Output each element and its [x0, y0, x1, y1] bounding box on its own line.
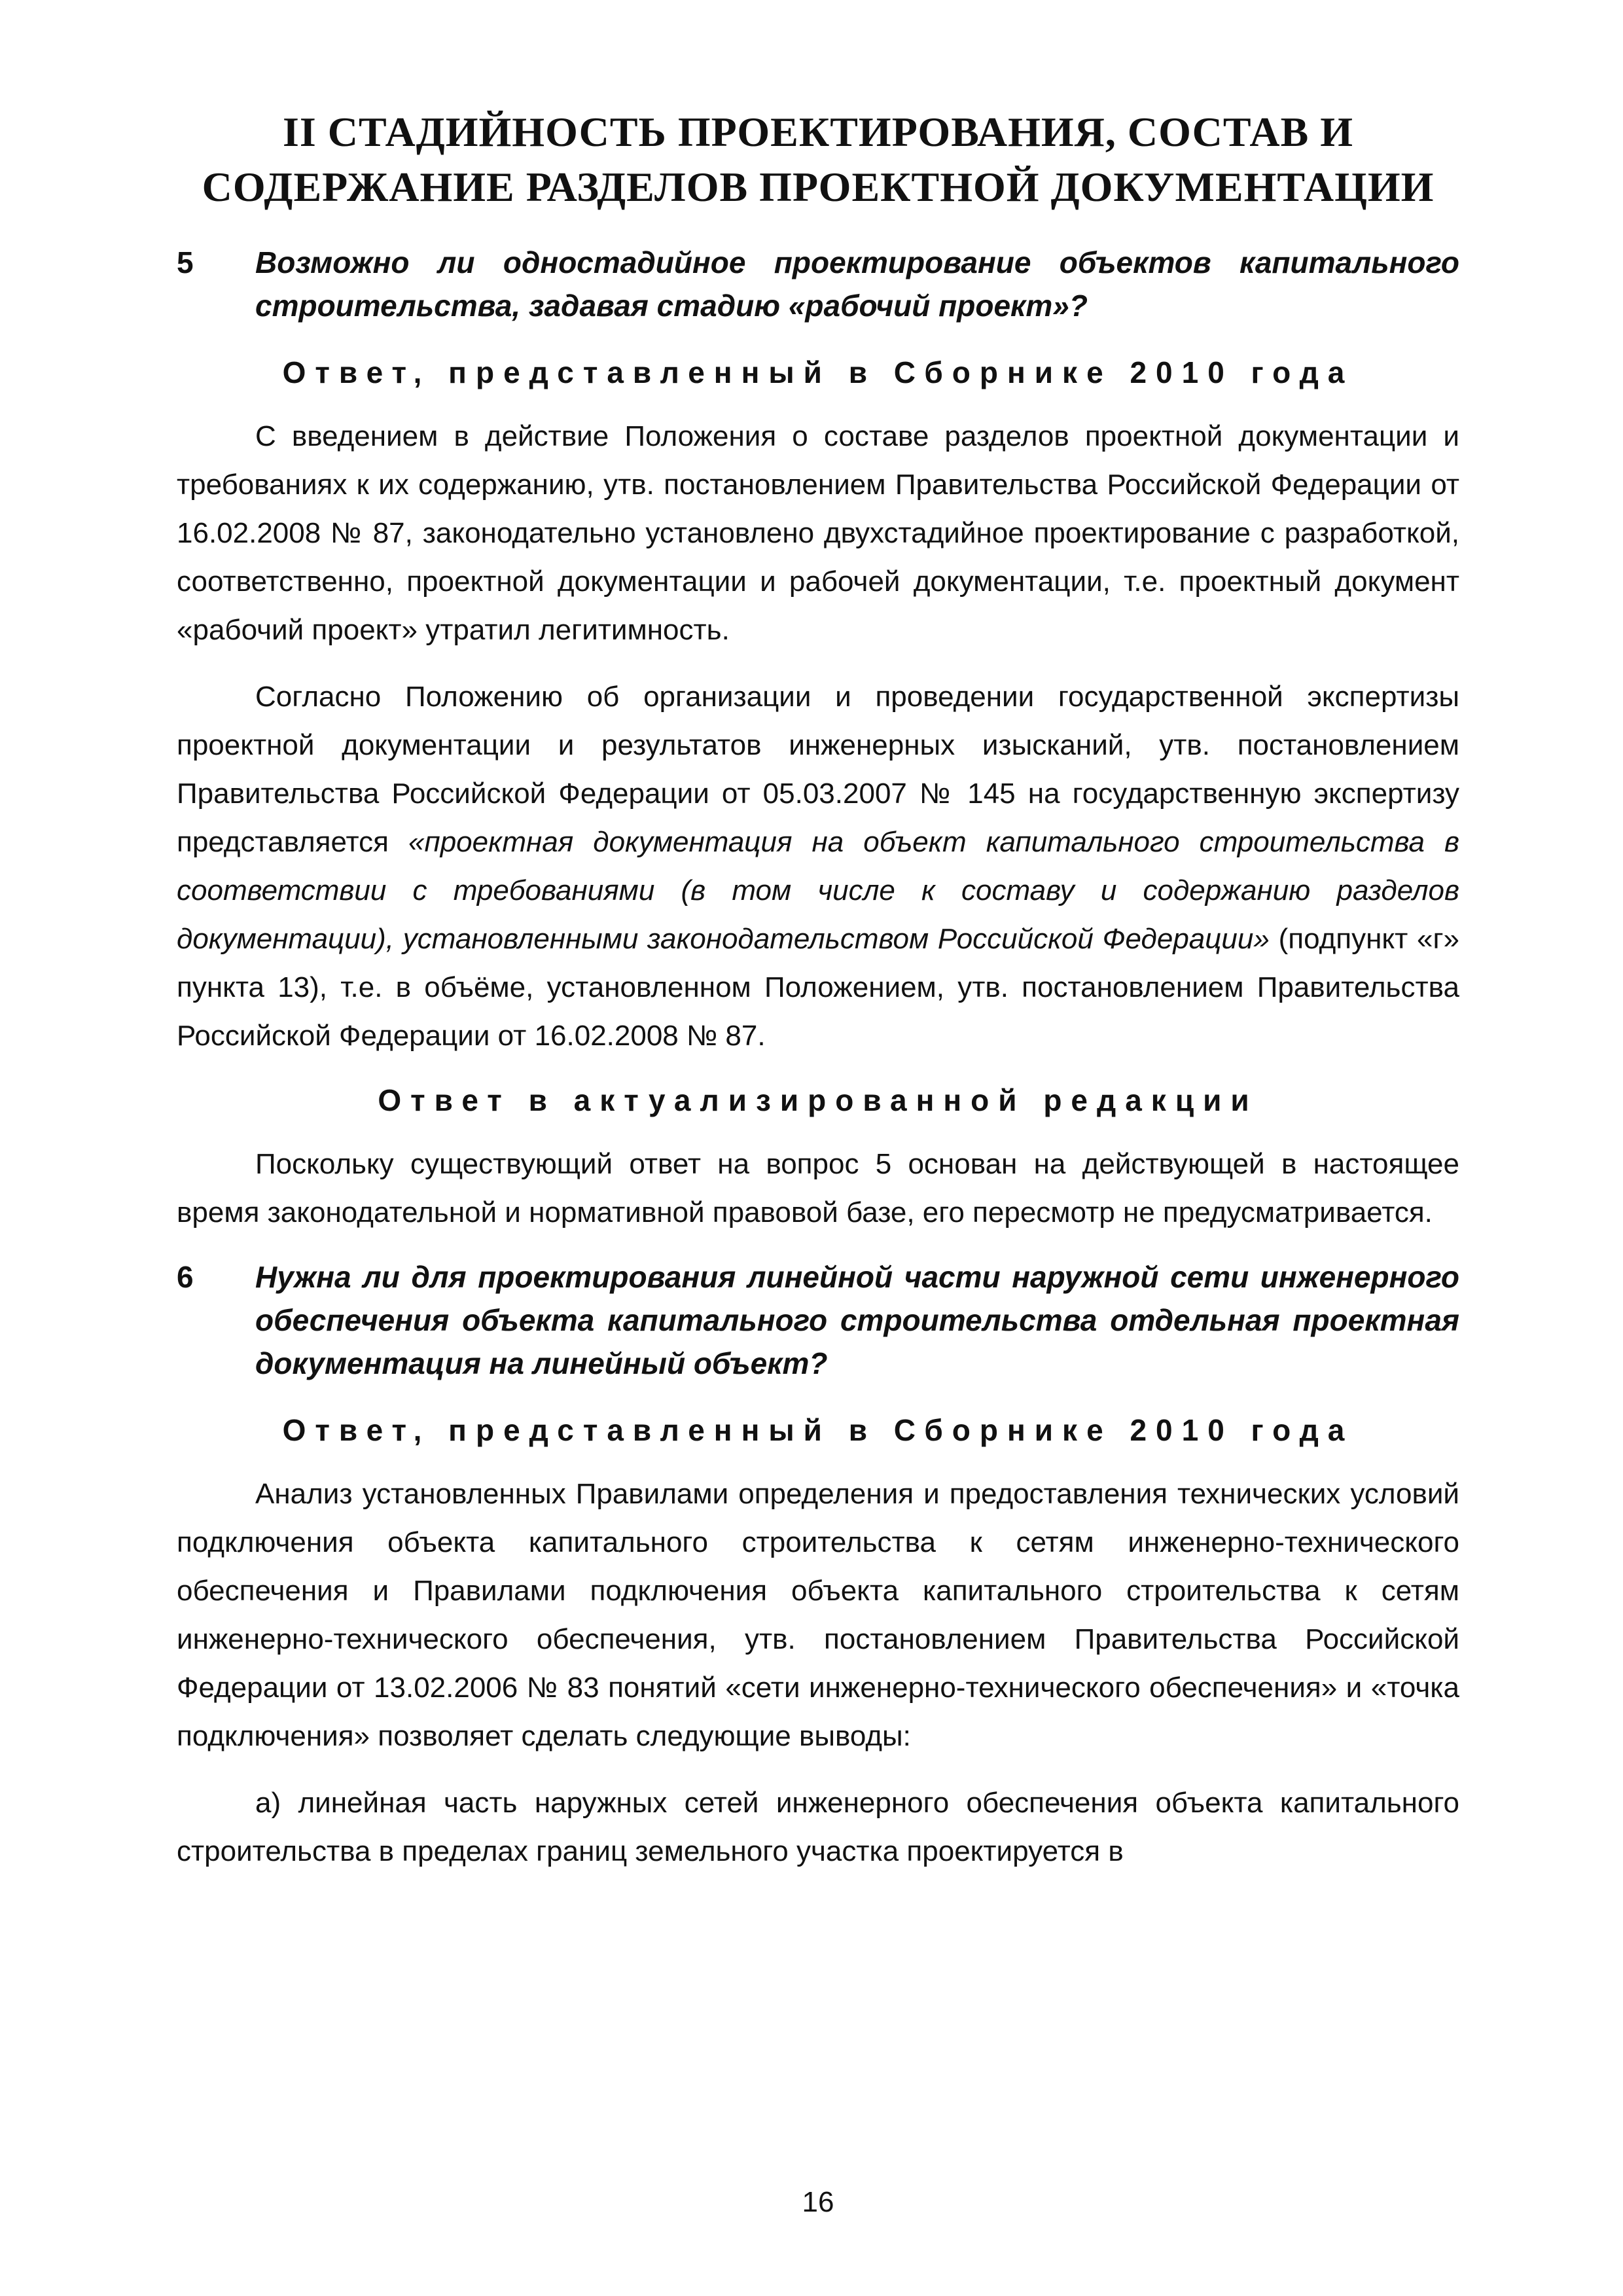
question-5-paragraph-2-start: Согласно Положению об организации и проведении государственной экспертизы проектной документации и результатов инженерных изысканий, утв. постановлением Правительства Российской Федерации от 05.03.2007 № 145 на государственную экспертизу представляется [177, 681, 1459, 858]
section-title-line-2: СОДЕРЖАНИЕ РАЗДЕЛОВ ПРОЕКТНОЙ ДОКУМЕНТАЦИИ [202, 164, 1435, 210]
question-5-paragraph-2 [177, 673, 1459, 1060]
section-title [177, 105, 1459, 215]
question-5 [177, 241, 1459, 327]
question-5-answer-2010-heading: Ответ, представленный в Сборнике 2010 года [282, 355, 1354, 389]
page-number: 16 [802, 2186, 834, 2218]
question-5-paragraph-3: Поскольку существующий ответ на вопрос 5 основан на действующей в настоящее время законодательной и нормативной правовой базе, его пересмотр не предусматривается. [177, 1148, 1459, 1229]
question-5-paragraph-2-end: (подпункт «г» пункта 13), т.е. в объёме, установленном Положением, утв. постановлением Правительства Российской Федерации от 16.02.2008 № 87. [177, 923, 1460, 1052]
section-title-line-1: II СТАДИЙНОСТЬ ПРОЕКТИРОВАНИЯ, СОСТАВ И [282, 109, 1354, 155]
question-6-item-a: а) линейная часть наружных сетей инженерного обеспечения объекта капитального строительства в пределах границ земельного участка проектируется в [177, 1787, 1459, 1867]
question-6-answer-2010-heading: Ответ, представленный в Сборнике 2010 года [282, 1413, 1354, 1447]
question-5-answer-updated-heading: Ответ в актуализированной редакции [378, 1083, 1258, 1117]
question-6-number: 6 [177, 1260, 194, 1294]
question-6-paragraph-1: Анализ установленных Правилами определения и предоставления технических условий подключения объекта капитального строительства к сетям инженерно-технического обеспечения и Правилами подключения объекта капитального строительства к сетям инженерно-технического обеспечения, утв. постановлением Правительства Российской Федерации от 13.02.2006 № 83 понятий «сети инженерно-технического обеспечения» и «точка подключения» позволяет сделать следующие выводы: [177, 1478, 1459, 1752]
question-5-paragraph-1: С введением в действие Положения о составе разделов проектной документации и требованиях к их содержанию, утв. постановлением Правительства Российской Федерации от 16.02.2008 № 87, законодательно установлено двухстадийное проектирование с разработкой, соответственно, проектной документации и рабочей документации, т.е. проектный документ «рабочий проект» утратил легитимность. [177, 420, 1459, 646]
document-page [177, 105, 1459, 2251]
question-5-paragraph-2-quote: «проектная документация на объект капитального строительства в соответствии с требованиями (в том числе к составу и содержанию разделов документации), установленными законодательством Российской Федерации» [177, 826, 1459, 955]
question-5-text: Возможно ли одностадийное проектирование объектов капитального строительства, задавая стадию «рабочий проект»? [255, 245, 1459, 323]
question-6 [177, 1255, 1459, 1385]
question-5-number: 5 [177, 245, 194, 279]
question-6-text: Нужна ли для проектирования линейной части наружной сети инженерного обеспечения объекта капитального строительства отдельная проектная документация на линейный объект? [255, 1260, 1459, 1380]
